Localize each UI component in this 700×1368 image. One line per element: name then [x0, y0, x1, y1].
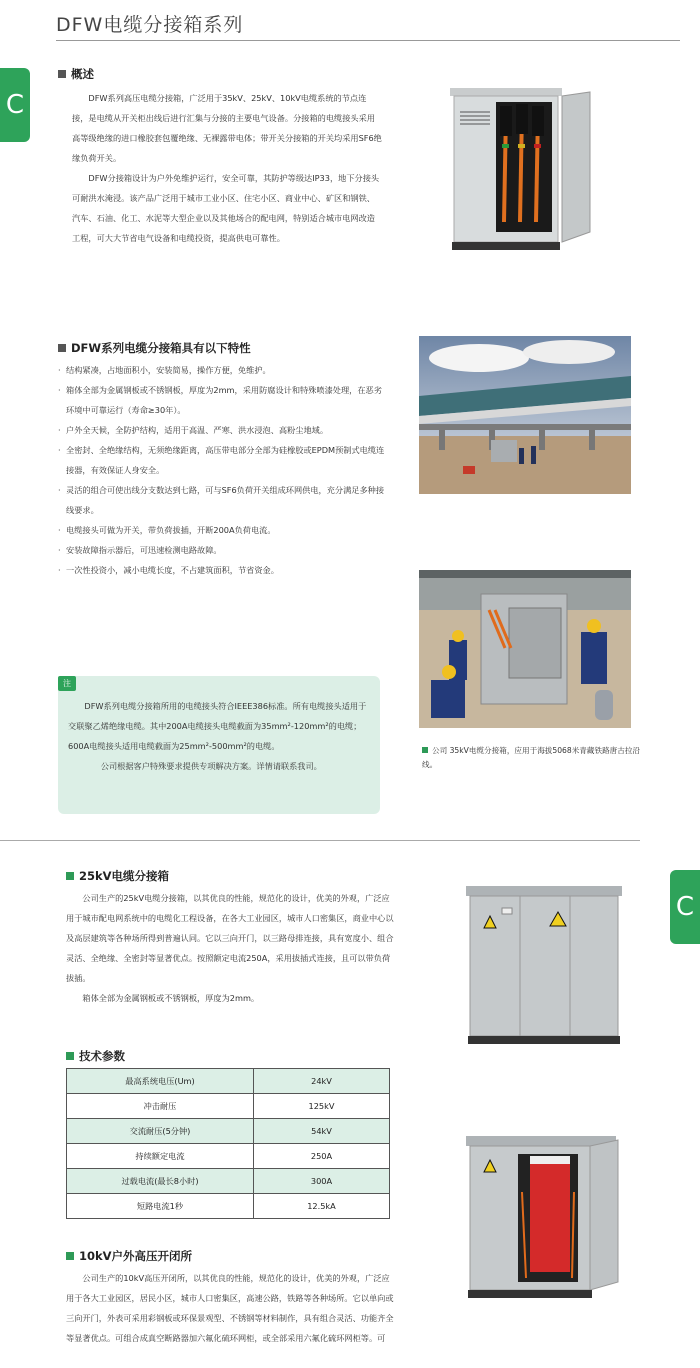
feature-item: · 箱体全部为金属钢板或不锈钢板，厚度为2mm，采用防腐设计和特殊喷漆处理，在恶劣环境中可靠运行（寿命≥30年）。: [58, 380, 388, 420]
section-25kv-body: [66, 888, 394, 1008]
overview-heading-text: 概述: [71, 67, 94, 81]
section-25kv-paragraph-2: 箱体全部为金属钢板或不锈钢板，厚度为2mm。: [82, 993, 260, 1003]
overview-paragraph-2: DFW分接箱设计为户外免维护运行，安全可靠，其防护等级达IP33，地下分接头可耐洪水淹浸。该产品广泛用于城市工业小区、住宅小区、商业中心、矿区和钢铁、汽车、石油、化工、水泥等大型企业以及其他场合的配电网，特别适合城市电网改造工程，可大大节省电气设备和电缆投资，提高供电可靠性。: [72, 173, 380, 243]
section-10kv-heading-text: 10kV户外高压开闭所: [79, 1249, 193, 1263]
photo-caption: 公司 35kV电缆分接箱，应用于海拔5068米青藏铁路唐古拉沿线。: [422, 746, 641, 769]
caption-square-icon: [422, 747, 428, 753]
section-25kv-paragraph-1: 公司生产的25kV电缆分接箱，以其优良的性能，规范化的设计，优美的外观，广泛应用于城市配电网系统中的电缆化工程设备，在各大工业园区，城市人口密集区，商业中心以及高层建筑等各种场所得到普遍认同。它以三向开门，以三路母排连接，具有宽度小、组合灵活、全绝缘、全密封等显著优点。按照额定电流250A，采用拔插式连接，且可以带负荷拔插。: [66, 893, 394, 983]
note-paragraph-2: 公司根据客户特殊要求提供专项解决方案。详情请联系我司。: [100, 761, 322, 771]
param-value: 12.5kA: [254, 1194, 390, 1219]
bullet-square-icon: [66, 1052, 74, 1060]
section-divider: [0, 840, 640, 841]
tech-params-heading-text: 技术参数: [79, 1049, 125, 1063]
param-label: 持续额定电流: [67, 1144, 254, 1169]
note-paragraph-1: DFW系列电缆分接箱所用的电缆接头符合IEEE386标准。所有电缆接头适用于交联聚乙烯绝缘电缆。其中200A电缆接头电缆截面为35mm²-120mm²的电缆；600A电缆接头适用电缆截面为25mm²-500mm²的电缆。: [68, 701, 367, 751]
section-10kv-body: [66, 1268, 394, 1368]
overview-heading: [58, 66, 94, 82]
feature-item: · 结构紧凑，占地面积小，安装简易，操作方便，免维护。: [58, 360, 388, 380]
closed-cabinet-photo: [462, 882, 626, 1048]
title-divider: [56, 40, 680, 41]
param-label: 短路电流1秒: [67, 1194, 254, 1219]
section-25kv-heading-text: 25kV电缆分接箱: [79, 869, 170, 883]
feature-item: · 户外全天候，全防护结构，适用于高温、严寒、洪水浸泡、高粉尘地域。: [58, 420, 388, 440]
workers-installation-photo: [419, 570, 631, 728]
features-heading-text: DFW系列电缆分接箱具有以下特性: [71, 341, 251, 355]
bullet-square-icon: [58, 344, 66, 352]
table-row: [67, 1069, 390, 1094]
open-cable-cabinet-photo: [440, 82, 610, 254]
param-value: 24kV: [254, 1069, 390, 1094]
param-value: 54kV: [254, 1119, 390, 1144]
feature-item: · 安装故障指示器后，可迅速检测电路故障。: [58, 540, 388, 560]
page-title: DFW电缆分接箱系列: [56, 14, 244, 36]
bullet-square-icon: [66, 872, 74, 880]
section-25kv-heading: [66, 868, 169, 884]
table-row: [67, 1144, 390, 1169]
bullet-square-icon: [58, 70, 66, 78]
railway-bridge-photo: [419, 336, 631, 494]
tech-params-table: [66, 1068, 390, 1219]
feature-item: · 灵活的组合可使出线分支数达到七路，可与SF6负荷开关组成环网供电，充分满足多种接线要求。: [58, 480, 388, 520]
feature-item: · 一次性投资小，减小电缆长度，不占建筑面积，节省资金。: [58, 560, 388, 580]
tech-params-heading: [66, 1048, 125, 1064]
param-value: 125kV: [254, 1094, 390, 1119]
feature-item: · 全密封、全绝缘结构，无须绝缘距离，高压带电部分全部为硅橡胶或EPDM预制式电缆连接器，有效保证人身安全。: [58, 440, 388, 480]
table-row: [67, 1094, 390, 1119]
param-label: 冲击耐压: [67, 1094, 254, 1119]
note-body: [68, 696, 374, 776]
overview-body: [72, 88, 382, 248]
overview-paragraph-1: DFW系列高压电缆分接箱，广泛用于35kV、25kV、10kV电缆系统的节点连接，是电缆从开关柜出线后进行汇集与分接的主要电气设备。分接箱的电缆接头采用高等级绝缘的进口橡胶套包覆绝缘、无裸露带电体；带开关分接箱的开关均采用SF6绝缘负荷开关。: [72, 93, 382, 163]
section-tab-c-right: C: [670, 870, 700, 944]
table-row: [67, 1169, 390, 1194]
section-10kv-heading: [66, 1248, 192, 1264]
param-label: 过载电流(最长8小时): [67, 1169, 254, 1194]
param-label: 最高系统电压(Um): [67, 1069, 254, 1094]
param-value: 300A: [254, 1169, 390, 1194]
features-list: [58, 360, 388, 580]
table-row: [67, 1119, 390, 1144]
section-10kv-paragraph-1: 公司生产的10kV高压开闭所，以其优良的性能，规范化的设计，优美的外观，广泛应用于各大工业园区，居民小区，城市人口密集区，高速公路，铁路等各种场所。它以单向或三向开门，外表可采用彩钢板或环保景观型、不锈钢等材料制作，具有组合灵活、功能齐全等显著优点。可组合成真空断路器加六氟化硫环网柜，或全部采用六氟化硫环网柜等。可: [66, 1273, 394, 1343]
param-value: 250A: [254, 1144, 390, 1169]
feature-item: · 电缆接头可做为开关，带负荷拔插，开断200A负荷电流。: [58, 520, 388, 540]
param-label: 交流耐压(5分钟): [67, 1119, 254, 1144]
features-heading: [58, 340, 251, 356]
open-switchgear-cabinet-photo: [464, 1132, 624, 1302]
table-row: [67, 1194, 390, 1219]
bullet-square-icon: [66, 1252, 74, 1260]
section-tab-c: C: [0, 68, 30, 142]
note-tag: 注: [58, 676, 76, 691]
